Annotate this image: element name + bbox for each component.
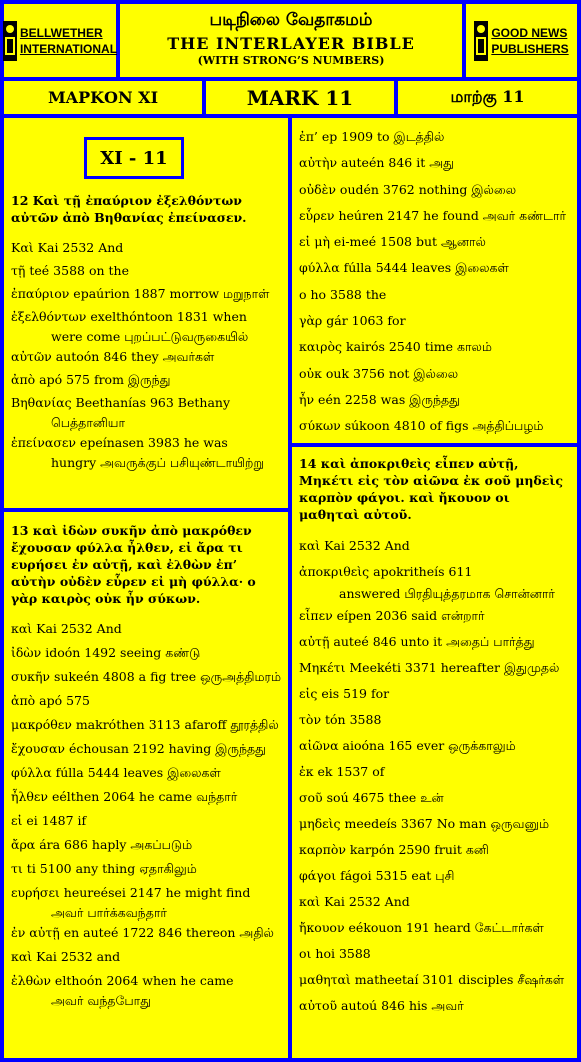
interlinear-line: οι hoi 3588: [299, 946, 371, 961]
interlinear-line: ἐξελθόντων exelthóntoon 1831 when: [11, 309, 247, 324]
verse-heading-line: Μηκέτι εἰς τὸν αἰῶνα ἐκ σοῦ μηδεὶς: [299, 473, 564, 488]
verse-heading-line: 14 καὶ ἀποκριθεὶς εἶπεν αὐτῇ,: [299, 456, 519, 471]
verse-heading: [11, 512, 281, 607]
right-logo-line-2: PUBLISHERS: [491, 41, 569, 56]
subtitle: (WITH STRONG’S NUMBERS): [197, 54, 385, 67]
interlinear-line: ἐκ ek 1537 of: [299, 764, 385, 779]
interlinear-line: φύλλα fúlla 5444 leaves இலைகள்: [11, 765, 221, 780]
interlinear-line: συκῆν sukeén 4808 a fig tree ஒருஅத்திமரம்: [11, 669, 282, 684]
interlinear-line: ἦν eén 2258 was இருந்தது: [299, 391, 460, 407]
interlinear-line: γὰρ gár 1063 for: [299, 313, 406, 329]
interlinear-line: answered பிரதியுத்தரமாக சொன்னார்: [339, 586, 555, 601]
interlinear-line: hungry அவருக்குப் பசியுண்டாயிற்று: [51, 455, 264, 470]
interlinear-line: ἦλθεν eélthen 2064 he came வந்தார்: [11, 789, 238, 804]
verse-heading: [299, 447, 570, 523]
interlinear-line: ἀπὸ apó 575: [11, 693, 90, 708]
interlinear-line: அவர் வந்தபோது: [51, 993, 152, 1008]
interlinear-line: ἐπ’ ep 1909 to இடத்தில்: [299, 129, 445, 144]
interlinear-line: பெத்தானியா: [51, 415, 126, 430]
right-logo: [466, 4, 577, 77]
interlinear-line: Βηθανίας Beethanías 963 Bethany: [11, 395, 231, 410]
interlinear-line: ἐπείνασεν epeínasen 3983 he was: [11, 435, 228, 450]
interlinear-line: καὶ Kai 2532 And: [299, 894, 410, 909]
interlinear-line: μαθηταὶ matheetaí 3101 disciples சீஷர்கள்: [299, 972, 565, 987]
interlinear-line: εἰ ei 1487 if: [11, 813, 87, 828]
interlinear-line: οὐδὲν oudén 3762 nothing இல்லை: [299, 181, 517, 197]
interlinear-line: ἔχουσαν échousan 2192 having இருந்தது: [11, 741, 266, 756]
interlinear-line: αὐτὴν auteén 846 it அது: [299, 155, 454, 171]
interlinear-line: αὐτοῦ autoú 846 his அவர்: [299, 998, 464, 1013]
interlinear-line: τῇ teé 3588 on the: [11, 263, 129, 278]
interlinear-line: σύκων súkoon 4810 of figs அத்திப்பழம்: [299, 418, 544, 434]
interlinear-line: ἰδὼν idoón 1492 seeing கண்டு: [11, 645, 201, 660]
book-english: MARK 11: [206, 81, 394, 114]
interlinear-line: καὶ Kai 2532 and: [11, 949, 121, 964]
interlinear-line: οὐκ ouk 3756 not இல்லை: [299, 365, 459, 381]
title-english: THE INTERLAYER BIBLE: [167, 34, 415, 53]
interlinear-line: φύλλα fúlla 5444 leaves இலைகள்: [299, 260, 509, 276]
verse-heading-line: 13 καὶ ἰδὼν συκῆν ἀπὸ μακρόθεν: [11, 523, 252, 538]
verse-heading-line: ευρήσει ἐν αὐτῇ, καὶ ἐλθὼν ἐπ’: [11, 557, 238, 572]
right-logo-line-1: GOOD NEWS: [491, 25, 568, 40]
interlinear-line: ἀπὸ apó 575 from இருந்து: [11, 372, 171, 387]
left-logo-line-1: BELLWETHER: [19, 25, 103, 40]
interlinear-line: φάγοι fágoi 5315 eat புசி: [299, 868, 455, 883]
interlinear-line: τὸν tón 3588: [299, 712, 382, 727]
good-news-logo-icon: [474, 21, 488, 61]
interlinear-line: καιρὸς kairós 2540 time காலம்: [299, 339, 492, 355]
interlinear-line: ἤκουον eékouon 191 heard கேட்டார்கள்: [299, 920, 544, 935]
interlinear-line: ἐπαύριον epaúrion 1887 morrow மறுநாள்: [11, 286, 270, 301]
interlinear-line: καρπὸν karpón 2590 fruit கனி: [299, 842, 489, 857]
verse-13-panel: [4, 512, 288, 1058]
title-tamil: படிநிலை வேதாகமம்: [209, 10, 373, 30]
interlinear-line: ἀποκριθεὶς apokritheís 611: [299, 564, 473, 579]
title-box: [120, 4, 462, 77]
left-logo: [4, 4, 116, 77]
interlinear-line: Μηκέτι Meekéti 3371 hereafter இதுமுதல்: [299, 660, 560, 675]
interlinear-line: εἶπεν eípen 2036 said என்றார்: [299, 608, 485, 623]
interlinear-line: ἄρα ára 686 haply அகப்படும்: [11, 837, 193, 852]
interlinear-line: were come புறப்பட்டுவருகையில்: [51, 329, 249, 344]
interlinear-line: Καὶ Kai 2532 And: [11, 240, 124, 255]
interlinear-line: εἰς eis 519 for: [299, 686, 390, 701]
verse-heading-line: καρπὸν φάγοι. καὶ ἤκουον οι: [299, 490, 510, 505]
interlinear-line: αὐτῶν autoón 846 they அவர்கள்: [11, 349, 215, 364]
left-logo-line-2: INTERNATIONAL: [19, 41, 118, 56]
interlinear-line: τι ti 5100 any thing ஏதாகிலும்: [11, 861, 197, 876]
interlinear-line: ἐλθὼν elthoón 2064 when he came: [11, 973, 234, 988]
interlinear-line: εὗρεν heúren 2147 he found அவர் கண்டார்: [299, 207, 567, 223]
verse-heading-line: ἔχουσαν φύλλα ἦλθεν, εἰ ἄρα τι: [11, 540, 243, 555]
interlinear-line: καὶ Kai 2532 And: [11, 621, 122, 636]
interlinear-line: εἰ μὴ ei-meé 1508 but ஆனால்: [299, 234, 486, 250]
interlinear-line: καὶ Kai 2532 And: [299, 538, 410, 553]
book-tamil: மாற்கு 11: [398, 81, 577, 114]
interlinear-line: ευρήσει heureései 2147 he might find: [11, 885, 251, 900]
interlinear-line: ο ho 3588 the: [299, 286, 387, 302]
book-greek: ΜΑΡΚΟΝ ΧΙ: [4, 81, 202, 114]
verse-heading-line: γὰρ καιρὸς οὐκ ἦν σύκων.: [11, 591, 201, 606]
interlinear-line: σοῦ soú 4675 thee உன்: [299, 790, 444, 805]
verse-14-panel: [292, 447, 577, 1058]
chapter-label: XI - 11: [84, 137, 184, 179]
interlinear-line: ἐν αὐτῇ en auteé 1722 846 thereon அதில்: [11, 925, 274, 940]
verse-heading-line: αὐτῶν ἀπὸ Βηθανίας ἐπείνασεν.: [11, 210, 247, 225]
verse-heading-line: 12 Καὶ τῇ ἐπαύριον ἐξελθόντων: [11, 193, 242, 208]
interlinear-line: μηδεὶς meedeís 3367 No man ஒருவனும்: [299, 816, 550, 831]
verse-heading-line: μαθηταὶ αὐτοῦ.: [299, 507, 412, 522]
continuation-panel: [292, 118, 577, 443]
interlinear-line: அவர் பார்க்கவந்தார்: [51, 905, 167, 920]
bellwether-logo-icon: [3, 21, 17, 61]
interlinear-line: μακρόθεν makróthen 3113 afaroff தூரத்தில்: [11, 717, 279, 732]
interlinear-line: αὐτῇ auteé 846 unto it அதைப் பார்த்து: [299, 634, 535, 649]
interlinear-line: αἰῶνα aioóna 165 ever ஒருக்காலும்: [299, 738, 516, 753]
verse-heading-line: αὐτὴν οὐδὲν εὗρεν εἰ μὴ φύλλα· ο: [11, 574, 256, 589]
